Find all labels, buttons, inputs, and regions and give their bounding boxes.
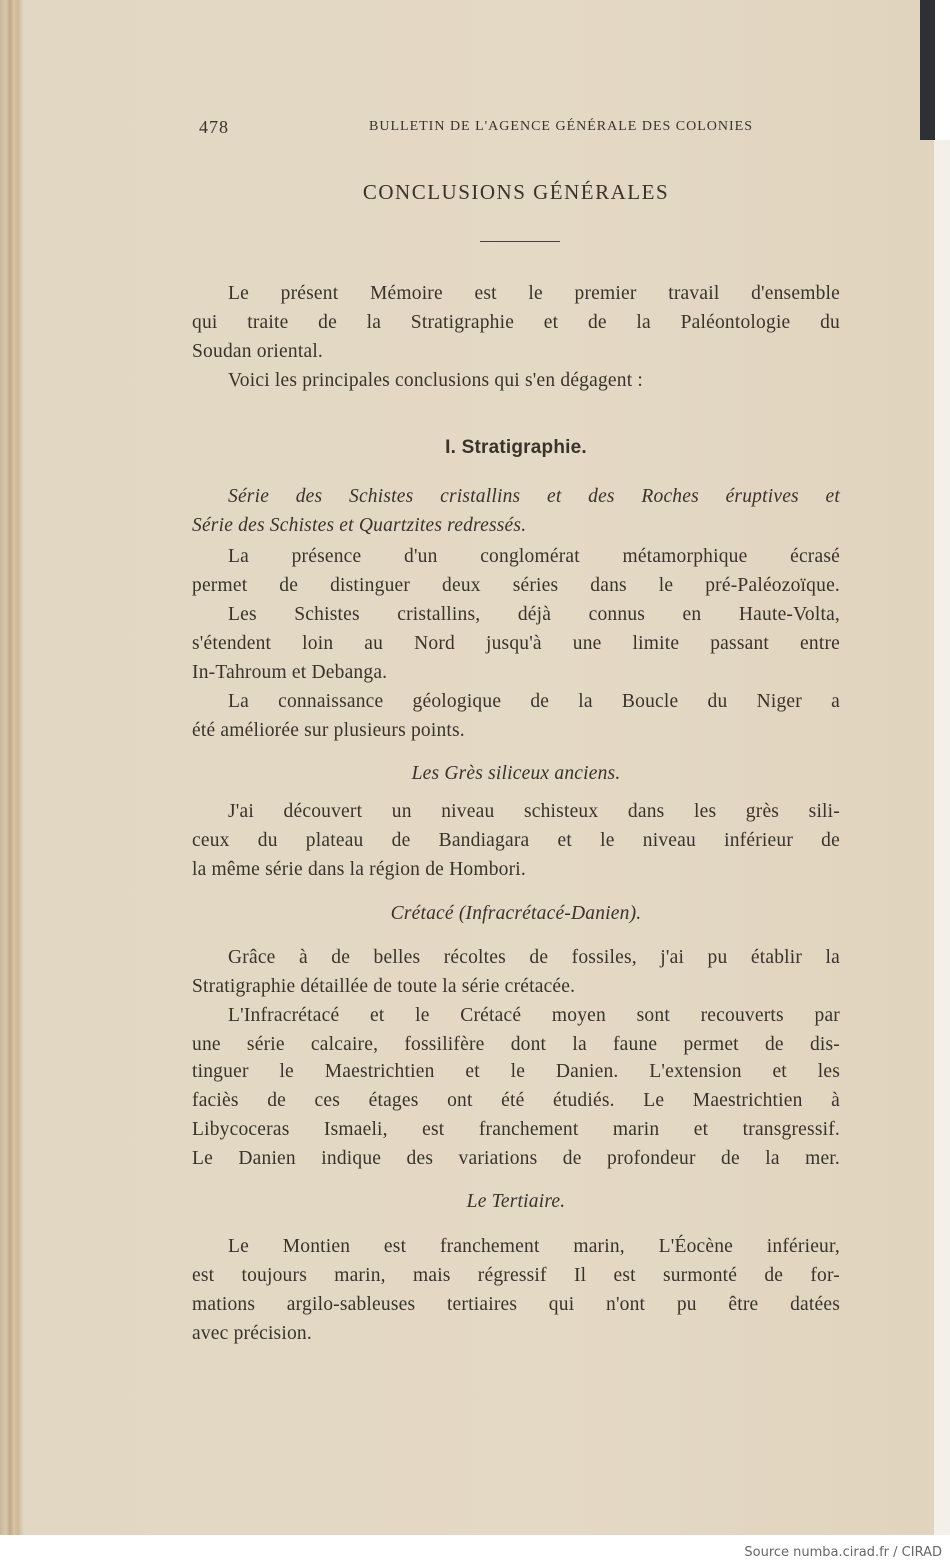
text-line: La connaissance géologique de la Boucle du Niger a: [228, 691, 840, 712]
text-line: Libycoceras Ismaeli, est franchement marin et transgressif.: [192, 1119, 840, 1140]
text-line: Le Danien indique des variations de profondeur de la mer.: [192, 1148, 840, 1169]
source-credit: Source numba.cirad.fr / CIRAD: [744, 1545, 942, 1560]
text-line: été améliorée sur plusieurs points.: [192, 720, 465, 741]
text-line: L'Infracrétacé et le Crétacé moyen sont recouverts par: [228, 1005, 840, 1026]
text-line: une série calcaire, fossilifère dont la faune permet de dis-: [192, 1034, 840, 1055]
text-line: Les Schistes cristallins, déjà connus en Haute-Volta,: [228, 604, 840, 625]
section-heading: I. Stratigraphie.: [445, 437, 587, 458]
text-line: avec précision.: [192, 1323, 312, 1344]
page-gutter: [934, 140, 950, 1535]
text-line: Stratigraphie détaillée de toute la série crétacée.: [192, 976, 576, 997]
text-line: s'étendent loin au Nord jusqu'à une limite passant entre: [192, 633, 840, 654]
page-title: CONCLUSIONS GÉNÉRALES: [362, 180, 670, 204]
page-number: 478: [199, 117, 229, 137]
text-line: J'ai découvert un niveau schisteux dans les grès sili-: [228, 801, 840, 822]
text-line: qui traite de la Stratigraphie et de la Paléontologie du: [192, 312, 840, 333]
text-line: In-Tahroum et Debanga.: [192, 662, 388, 683]
text-line: ceux du plateau de Bandiagara et le niveau inférieur de: [192, 830, 840, 851]
text-line: Le Montien est franchement marin, L'Éocène inférieur,: [228, 1236, 840, 1257]
text-line: Le présent Mémoire est le premier travail d'ensemble: [228, 283, 840, 304]
text-line: la même série dans la région de Hombori.: [192, 859, 526, 880]
text-line: Série des Schistes cristallins et des Roches éruptives et: [228, 486, 840, 507]
text-line: Grâce à de belles récoltes de fossiles, j'ai pu établir la: [228, 947, 840, 968]
text-line: Série des Schistes et Quartzites redressés.: [192, 515, 527, 536]
text-line: mations argilo-sableuses tertiaires qui n'ont pu être datées: [192, 1294, 840, 1315]
running-header: [199, 114, 753, 140]
title-rule: [480, 241, 560, 242]
text-line: Voici les principales conclusions qui s'en dégagent :: [228, 370, 644, 391]
text-line: tinguer le Maestrichtien et le Danien. L'extension et les: [192, 1061, 840, 1082]
subsection-heading: Crétacé (Infracrétacé-Danien).: [390, 903, 642, 924]
text-line: faciès de ces étages ont été étudiés. Le Maestrichtien à: [192, 1090, 840, 1111]
subsection-heading: Les Grès siliceux anciens.: [411, 763, 621, 784]
running-title: BULLETIN DE L'AGENCE GÉNÉRALE DES COLONIES: [369, 119, 753, 134]
text-line: est toujours marin, mais régressif Il est surmonté de for-: [192, 1265, 840, 1286]
text-line: La présence d'un conglomérat métamorphique écrasé: [228, 546, 840, 567]
text-line: permet de distinguer deux séries dans le pré-Paléozoïque.: [192, 575, 840, 596]
subsection-heading: Le Tertiaire.: [466, 1191, 566, 1212]
scan-edge: [920, 0, 935, 140]
text-line: Soudan oriental.: [192, 341, 324, 362]
